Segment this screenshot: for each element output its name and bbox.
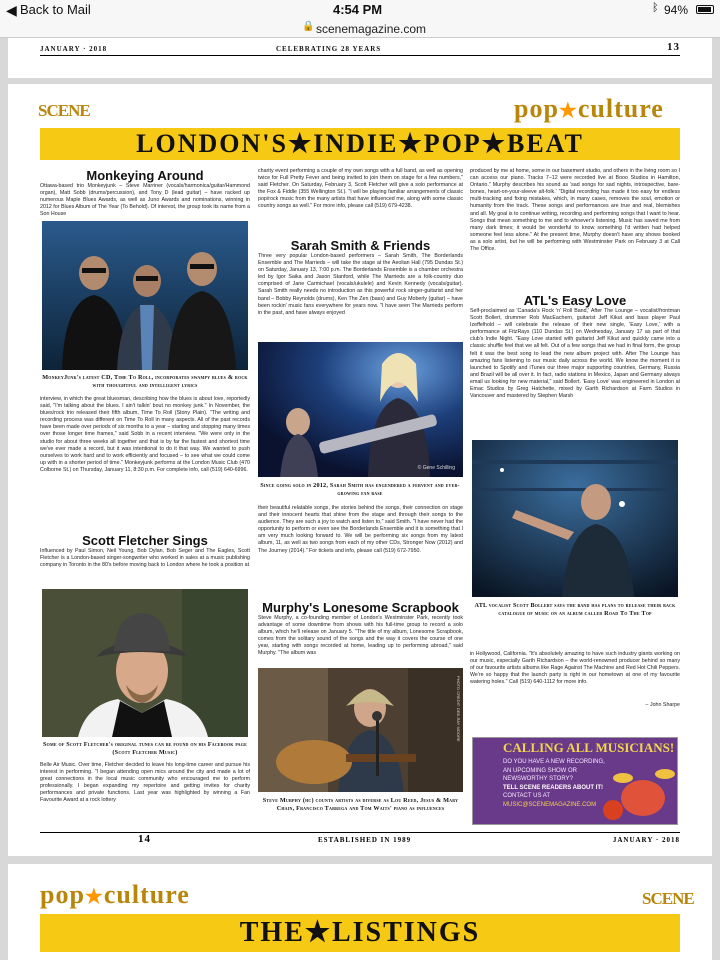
murphy-heading: Murphy's Lonesome Scrapbook <box>262 600 459 615</box>
smith-photo-credit: © Gene Schilling <box>417 465 455 471</box>
monkeyjunk-photo <box>42 221 248 370</box>
page-15-strip <box>8 864 712 960</box>
page-13-footer <box>40 42 680 56</box>
ad-line-5: CONTACT US AT <box>503 793 551 799</box>
section-pop: pop <box>514 94 559 123</box>
scott-fletcher-image <box>42 589 248 737</box>
status-bar <box>0 0 720 20</box>
fletcher-story: Belle Air Music. Over time, Fletcher decided to leave his long-time career and pursue his interest in performing. "I began attending open mics around the city and made a lot of great connections in the local music community who encouraged me to perform professionally. I began expanding my repertoire and getting invites for charity performances and private functions. Last year was highlighted by winning a Fan Favourite Award at a rock lottery <box>40 762 250 804</box>
scene-logo: SCENE <box>38 101 90 120</box>
ad-email[interactable]: MUSIC@SCENEMAGAZINE.COM <box>503 801 597 808</box>
star-icon: ★ <box>558 100 578 122</box>
atl-intro: Self-proclaimed as 'Canada's Rock 'n' Roll Band,' After The Lounge – vocalist/frontman Scott Bollert, drummer Rob MacEachern, guitarist Jeff Kikut and bass player Paul Izeffelhold – will celebrate the release of their new single, 'Easy Love,' with a performance at FitzRays (110 Dundas St.) on Wednesday, January 17 as part of that club's Indie Night. "Easy Love started with guitarist Jeff Kikut and quickly came into a classic shuffle feel that we all felt. Out of a few songs that we had in final form, the group felt it was the best song to lead the new album project with. After The Lounge has amazing fans listening to our music daily across the world. We know the moment it is launched to Spotify and iTunes our three major supporting countries, Germany, Russia and Brazil will be all over it. In fact, radio stations in Mexico, Japan and Germany always email us looking for new material," said Bollert. 'Easy Love' was engineered in London at Emac Studios by Greg Hatchette, mixed by Garth Richardson at Farm Studios in Vancouver and mastered by Stephen Marsh <box>470 308 680 400</box>
fletcher-caption: Some of Scott Fletcher's original tunes can be found on his Facebook page (Scott Fletcher Music) <box>43 741 247 756</box>
page-14 <box>8 84 712 856</box>
monkey-story: interview, in which the great bluesman, describing how the blues is about love, reportedly said, "I'm talking about the blues. I ain't talkin' bout no monkey junk." In November, the blues/rock trio released their fifth album, Time To Roll (Stony Plain). "The writing and recording process was different on Time To Roll in many aspects. All of the past records have been made over periods of six months to a year – starting and stopping many times over those longer time frames," said Sobb in a recent interview. "We were only in the studio for about three weeks all together and that is by far the fastest and shortest time we've ever made a record, but it was intentional to do it that way. We wanted to push ourselves to work hard and to work efficiently and focused – to see what we could come up with in a shorter period of time." Monkeyjunk performs at the London Music Club (470 Colborne St.) on Thursday, January 11, 8:30 p.m. For complete info, call (519) 640-6996. <box>40 396 250 473</box>
sarah-smith-photo <box>258 342 463 477</box>
monkey-intro: Ottawa-based trio Monkeyjunk – Steve Marriner (vocals/harmonica/guitar/Hammond organ), Matt Sobb (drums/percussion), and Tony D (lead guitar) – have racked up numerous Maple Blues Awards, as well as Juno Awards and nominations, winning in 2012 for Blues Album of The Year (To Behold). Of interest, the group took its name from a Son House <box>40 183 250 218</box>
steve-murphy-image <box>258 668 463 792</box>
star-icon-15: ★ <box>84 886 104 908</box>
murphy-photo-credit: PHOTO CREDIT: DEE-RAY MOORE <box>456 676 461 742</box>
ad-line-2: AN UPCOMING SHOW OR <box>503 767 578 774</box>
lock-icon: 🔒 <box>302 21 315 32</box>
fletcher-heading: Scott Fletcher Sings <box>82 533 208 548</box>
scott-fletcher-photo <box>42 589 248 737</box>
calling-musicians-ad[interactable] <box>472 737 678 825</box>
listings-banner: THE★LISTINGS <box>40 914 680 952</box>
battery-percent: 94% <box>664 3 689 17</box>
monkeyjunk-image <box>42 221 248 370</box>
atl-story: in Hollywood, California. "It's absolutely amazing to have such industry giants working on our music, especially Garth Richardson – the world-renowned producer behind so many of our favourite artists albums like Rage Against The Machine and Red Hot Chili Peppers. We're so happy that the launch party is right in our hometown at one of my favourite watering holes." Call (519) 640-1112 for more info. <box>470 651 680 686</box>
page-14-footer <box>40 832 680 844</box>
section-culture-15: culture <box>103 880 190 909</box>
ad-line-1: DO YOU HAVE A NEW RECORDING, <box>503 759 605 765</box>
address-bar[interactable] <box>0 20 720 38</box>
smith-intro: Three very popular London-based performers – Sarah Smith, The Borderlands Ensemble and The Marrieds – will take the stage at the Aeolian Hall (795 Dundas St.) on Saturday, January 13, 7:00 p.m. The Borderlands Ensemble is a chamber orchestra led by Igor Saika and Jason Stanford, while The Marrieds are a folk-country duo comprised of Jane Carmichael (vocals/ukulele) and Kevin Kennedy (vocals/guitar). Sarah Smith really needs no introduction as this powerful rock singer-guitarist and her band – Bobby Reynolds (drums), Ken The Zen (bass) and Guy Moberly (guitar) – have been rockin' music fans everywhere for years now. "I have seen The Marrieds perform in the past, and have always enjoyed <box>258 253 463 316</box>
scott-bollert-photo <box>472 440 678 597</box>
clock: 4:54 PM <box>333 2 383 17</box>
battery-icon <box>696 5 714 14</box>
indie-pop-beat-banner: LONDON'S★INDIE★POP★BEAT <box>40 128 680 160</box>
fletcher-story-continued: charity event performing a couple of my own songs with a full band, as well as opening twice for Full Pretty Fever and being invited to join them on stage for a few numbers," said Fletcher. On Saturday, February 3, Scott Fletcher will give a solo performance at the Fox & Fiddle (355 Wellington St.). "I will be playing familiar arrangements of classic pop/rock music from the many artists that have influenced me, along with some classic country songs as well." For more info, please call (519) 679-4238. <box>258 168 463 210</box>
murphy-caption: Steve Murphy (hc) counts artists as diverse as Lou Reed, Jesus & Mary Chain, Francisco Tarrega and Tom Waits' piano as influences <box>262 797 459 812</box>
smith-heading: Sarah Smith & Friends <box>290 238 431 253</box>
bluetooth-icon: ᛒ <box>652 2 659 14</box>
scott-bollert-image <box>472 440 678 597</box>
section-culture: culture <box>577 94 664 123</box>
smith-story: their beautiful relatable songs, the stories behind the songs, their connection on stage and their innocent hearts that shine from the stage and through their songs to the audience. They are such a joy to watch and listen to," said Smith. "I have never had the opportunity to perform or even see the Borderlands Ensemble and it is something that I am very much looking forward to. We will be performing six songs from my latest album, 11, as well as two songs from each of my other CDs, Stronger Now (2012) and The Journey (2014)." For tickets and info, please call (519) 672-7950. <box>258 505 463 554</box>
pop-culture-header-15 <box>40 880 190 910</box>
monkeyjunk-caption: MonkeyJunk's latest CD, Time To Roll, incorporates swampy blues & rock with thoughtful and intelligent lyrics <box>42 374 248 389</box>
page-13-strip <box>8 38 712 78</box>
murphy-story-continued: produced by me at home, some in our basement studio, and others in the living room so I can access our piano. Tracks 7–12 were recorded live at Booo Studios in Hamilton, Ontario." Murphy describes his sound as 'sad songs for sad nights, introspective, bare-bones, heart-on-your-sleeve alt-folk.' "Digital recording has made it too easy for endless multi-tracking and fixing mistakes, which, in many cases, removes the soul, emotion or humanity from the track. These songs and performances are true and real, blemishes and all. My goal is to continue writing, recording and performing songs that I want to hear. Songs that mean something to me and to whoever's listening. Music has saved me from many dark times; it would be wonderful to know something I'd written had helped someone feel less alone." At the present time, Murphy doesn't have any shows booked as a solo artist, but he will be performing with Westminster Park on February 3 at Call The Office. <box>470 168 680 253</box>
page-13-celebrating: CELEBRATING 28 YEARS <box>276 45 382 53</box>
smith-caption: Since going solo in 2012, Sarah Smith has engendered a fervent and ever-growing fan base <box>260 482 460 497</box>
murphy-intro: Steve Murphy, a co-founding member of London's Westminster Park, recently took advantage of some downtime from shows with his full-time group to record a solo album, which he'll release on January 5. "The title of my album, Lonesome Scrapbook, comes from the solitary sound of the songs and the way it covers the course of one year, starting with songs recorded at home, leading up to performing abroad," said Murphy. "The album was <box>258 615 463 657</box>
steve-murphy-photo <box>258 668 463 792</box>
page-13-number: 13 <box>667 41 680 53</box>
established: ESTABLISHED IN 1989 <box>318 836 412 844</box>
page-14-date: JANUARY · 2018 <box>612 836 680 844</box>
ad-title: CALLING ALL MUSICIANS! <box>503 740 675 755</box>
sarah-smith-image <box>258 342 463 477</box>
scene-logo-15: SCENE <box>642 889 694 908</box>
url-text[interactable]: scenemagazine.com <box>316 22 427 36</box>
ad-line-4: TELL SCENE READERS ABOUT IT! <box>503 784 604 791</box>
pop-culture-header <box>514 94 664 124</box>
atl-caption: ATL vocalist Scott Bollert says the band has plans to release their back catalogue of music on an album called Road To The Top <box>474 602 676 617</box>
atl-heading: ATL's Easy Love <box>523 293 627 308</box>
monkey-heading: Monkeying Around <box>86 168 204 183</box>
page-14-number: 14 <box>138 833 151 845</box>
back-chevron-icon[interactable]: ◀ <box>6 2 17 18</box>
page-13-date: JANUARY · 2018 <box>40 45 108 53</box>
fletcher-intro: Influenced by Paul Simon, Neil Young, Bob Dylan, Bob Seger and The Eagles, Scott Fletcher is a London-based singer-songwriter who worked in sales at a music publishing company in Toronto in the 80's before moving back to London where he took a position at <box>40 548 250 569</box>
back-to-mail-link[interactable]: Back to Mail <box>20 2 91 17</box>
section-pop-15: pop <box>40 880 85 909</box>
ad-line-3: NEWSWORTHY STORY? <box>503 776 573 782</box>
byline: – John Sharpe <box>645 702 680 708</box>
